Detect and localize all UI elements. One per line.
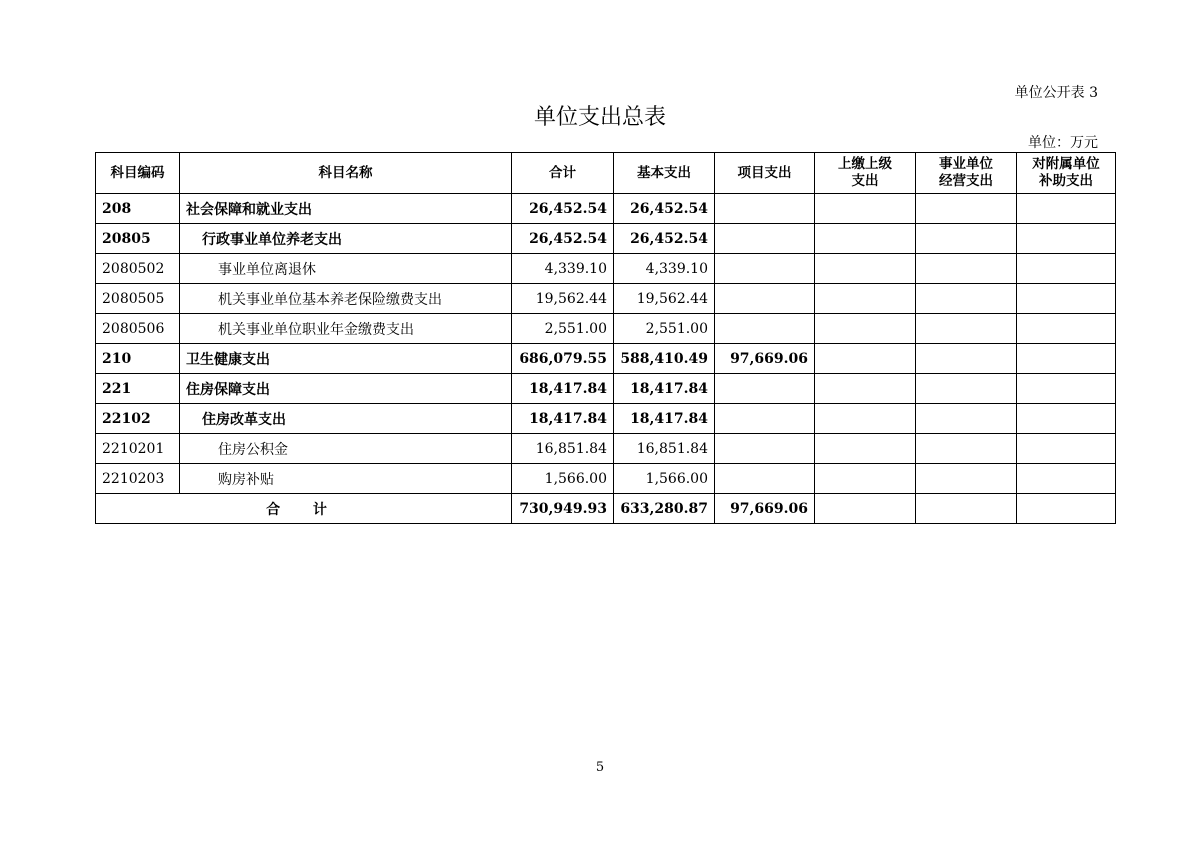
total-cell-project: 97,669.06 bbox=[715, 494, 815, 524]
column-header-business: 事业单位 经营支出 bbox=[916, 153, 1017, 194]
total-row bbox=[96, 494, 1116, 524]
cell-business bbox=[916, 284, 1017, 314]
table-row bbox=[96, 194, 1116, 224]
cell-business bbox=[916, 224, 1017, 254]
cell-business bbox=[916, 434, 1017, 464]
column-header-code: 科目编码 bbox=[96, 153, 180, 194]
cell-name: 社会保障和就业支出 bbox=[180, 194, 512, 224]
cell-total: 2,551.00 bbox=[512, 314, 614, 344]
cell-basic: 4,339.10 bbox=[614, 254, 715, 284]
cell-total: 1,566.00 bbox=[512, 464, 614, 494]
column-header-basic: 基本支出 bbox=[614, 153, 715, 194]
cell-business bbox=[916, 194, 1017, 224]
table-row bbox=[96, 374, 1116, 404]
cell-code: 2080505 bbox=[96, 284, 180, 314]
column-header-subsidy: 对附属单位 补助支出 bbox=[1017, 153, 1116, 194]
cell-name: 行政事业单位养老支出 bbox=[180, 224, 512, 254]
page-number: 5 bbox=[595, 760, 605, 775]
total-cell-business bbox=[916, 494, 1017, 524]
cell-business bbox=[916, 314, 1017, 344]
cell-project bbox=[715, 254, 815, 284]
cell-upper bbox=[815, 434, 916, 464]
cell-upper bbox=[815, 344, 916, 374]
total-cell-subsidy bbox=[1017, 494, 1116, 524]
cell-basic: 1,566.00 bbox=[614, 464, 715, 494]
cell-subsidy bbox=[1017, 344, 1116, 374]
total-label: 合 计 bbox=[96, 494, 512, 524]
page-title: 单位支出总表 bbox=[533, 105, 666, 130]
cell-project bbox=[715, 404, 815, 434]
cell-name: 事业单位离退休 bbox=[180, 254, 512, 284]
expenditure-table bbox=[95, 152, 1116, 524]
cell-code: 221 bbox=[96, 374, 180, 404]
cell-total: 686,079.55 bbox=[512, 344, 614, 374]
column-header-total: 合计 bbox=[512, 153, 614, 194]
unit-label: 单位：万元 bbox=[1028, 135, 1098, 151]
table-header-row bbox=[96, 153, 1116, 194]
cell-subsidy bbox=[1017, 374, 1116, 404]
cell-code: 20805 bbox=[96, 224, 180, 254]
total-cell-total: 730,949.93 bbox=[512, 494, 614, 524]
cell-subsidy bbox=[1017, 464, 1116, 494]
cell-total: 16,851.84 bbox=[512, 434, 614, 464]
table-row bbox=[96, 224, 1116, 254]
cell-business bbox=[916, 374, 1017, 404]
cell-code: 2210201 bbox=[96, 434, 180, 464]
cell-business bbox=[916, 404, 1017, 434]
cell-project bbox=[715, 194, 815, 224]
column-header-upper: 上缴上级 支出 bbox=[815, 153, 916, 194]
total-cell-upper bbox=[815, 494, 916, 524]
table-row bbox=[96, 434, 1116, 464]
cell-upper bbox=[815, 254, 916, 284]
cell-total: 18,417.84 bbox=[512, 374, 614, 404]
cell-upper bbox=[815, 404, 916, 434]
cell-project bbox=[715, 434, 815, 464]
total-cell-basic: 633,280.87 bbox=[614, 494, 715, 524]
cell-upper bbox=[815, 374, 916, 404]
cell-subsidy bbox=[1017, 434, 1116, 464]
cell-subsidy bbox=[1017, 284, 1116, 314]
cell-upper bbox=[815, 284, 916, 314]
cell-code: 208 bbox=[96, 194, 180, 224]
cell-subsidy bbox=[1017, 254, 1116, 284]
table-row bbox=[96, 344, 1116, 374]
cell-name: 购房补贴 bbox=[180, 464, 512, 494]
cell-name: 住房改革支出 bbox=[180, 404, 512, 434]
table-row bbox=[96, 314, 1116, 344]
cell-name: 住房保障支出 bbox=[180, 374, 512, 404]
cell-total: 26,452.54 bbox=[512, 194, 614, 224]
cell-project bbox=[715, 224, 815, 254]
cell-business bbox=[916, 254, 1017, 284]
cell-basic: 19,562.44 bbox=[614, 284, 715, 314]
cell-basic: 18,417.84 bbox=[614, 374, 715, 404]
form-number: 单位公开表 3 bbox=[1014, 85, 1098, 101]
cell-code: 210 bbox=[96, 344, 180, 374]
table-row bbox=[96, 464, 1116, 494]
cell-upper bbox=[815, 464, 916, 494]
cell-project bbox=[715, 374, 815, 404]
cell-total: 19,562.44 bbox=[512, 284, 614, 314]
cell-project bbox=[715, 284, 815, 314]
cell-total: 18,417.84 bbox=[512, 404, 614, 434]
cell-basic: 2,551.00 bbox=[614, 314, 715, 344]
table-row bbox=[96, 284, 1116, 314]
cell-project bbox=[715, 464, 815, 494]
cell-business bbox=[916, 464, 1017, 494]
cell-subsidy bbox=[1017, 194, 1116, 224]
cell-code: 22102 bbox=[96, 404, 180, 434]
cell-name: 住房公积金 bbox=[180, 434, 512, 464]
cell-name: 机关事业单位职业年金缴费支出 bbox=[180, 314, 512, 344]
cell-basic: 26,452.54 bbox=[614, 224, 715, 254]
cell-upper bbox=[815, 224, 916, 254]
cell-name: 机关事业单位基本养老保险缴费支出 bbox=[180, 284, 512, 314]
cell-name: 卫生健康支出 bbox=[180, 344, 512, 374]
cell-subsidy bbox=[1017, 314, 1116, 344]
cell-basic: 26,452.54 bbox=[614, 194, 715, 224]
cell-code: 2080502 bbox=[96, 254, 180, 284]
cell-basic: 18,417.84 bbox=[614, 404, 715, 434]
cell-code: 2080506 bbox=[96, 314, 180, 344]
cell-upper bbox=[815, 314, 916, 344]
cell-project bbox=[715, 314, 815, 344]
cell-total: 4,339.10 bbox=[512, 254, 614, 284]
cell-basic: 16,851.84 bbox=[614, 434, 715, 464]
cell-subsidy bbox=[1017, 224, 1116, 254]
cell-upper bbox=[815, 194, 916, 224]
column-header-name: 科目名称 bbox=[180, 153, 512, 194]
cell-basic: 588,410.49 bbox=[614, 344, 715, 374]
column-header-project: 项目支出 bbox=[715, 153, 815, 194]
table-row bbox=[96, 254, 1116, 284]
cell-business bbox=[916, 344, 1017, 374]
cell-total: 26,452.54 bbox=[512, 224, 614, 254]
table-row bbox=[96, 404, 1116, 434]
cell-code: 2210203 bbox=[96, 464, 180, 494]
cell-project: 97,669.06 bbox=[715, 344, 815, 374]
cell-subsidy bbox=[1017, 404, 1116, 434]
